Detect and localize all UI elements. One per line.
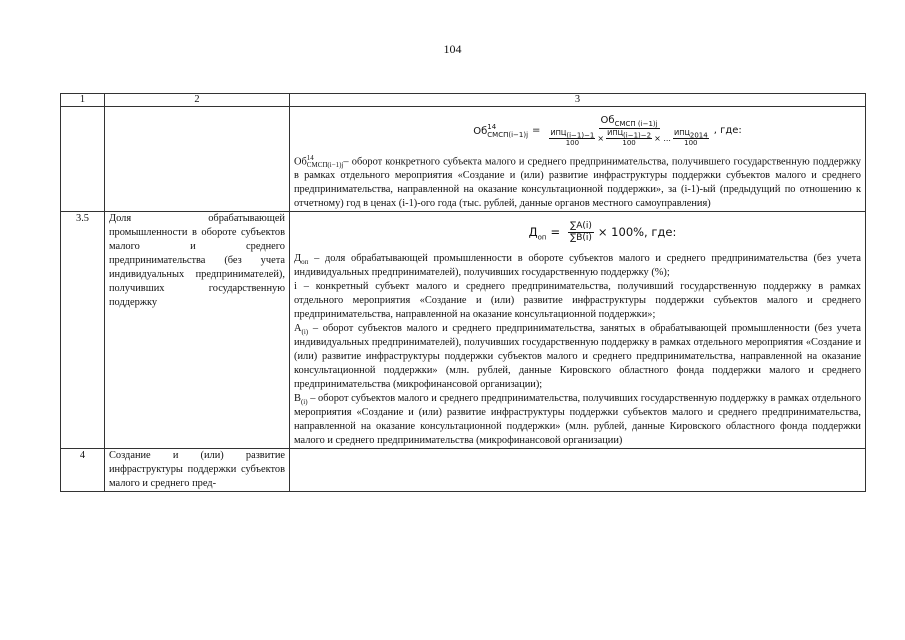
header-cell-3: 3 (290, 94, 866, 107)
row-number: 4 (61, 449, 105, 492)
formula-fraction: $Об_{СМСП (i-1)j}$ $\frac{ИПЦ_{(i-1)-1}}{100}$ × $\frac{ИПЦ_{(i-1)-2}}{100}$ × ... $\frac{ИПЦ_{2014}}{100}$ (550, 115, 708, 147)
table-header-row (61, 94, 866, 107)
turnover-formula (294, 107, 861, 155)
definition-a: $A_{(i)}$ – оборот субъектов малого и среднего предпринимательства, занятых в обрабатывающей промышленности (без учета индивидуальных предпринимателей), получивших государственную поддержку в рамках отдельного мероприятия «Создание и (или) развитие инфраструктуры поддержки субъектов малого и среднего предпринимательства, направленной на оказание консультационной поддержки» (млн. рублей, данные Кировского областного фонда поддержки малого и среднего предпринимательства (микрофинансовой организации); (294, 323, 861, 391)
indicator-name: Создание и (или) развитие инфраструктуры поддержки субъектов малого и среднего пред- (105, 449, 290, 492)
table-row-continuation (61, 107, 866, 212)
indicator-table (60, 93, 866, 492)
definition-turnover: Об 14 СМСП(i−1)j – оборот конкретного субъекта малого и среднего предпринимательства, получившего государственную поддержку в рамках отдельного мероприятия «Создание и (или) развитие инфраструктуры поддержки субъектов малого и среднего предпринимательства, направленной на оказание консультационной поддержки», за (i-1)-ый (предыдущий по отношению к отчетному) год в ценах (i-1)-ого года (тыс. рублей, данные органов местного самоуправления) (294, 154, 861, 210)
method-cell (290, 212, 866, 449)
page-number: 104 (443, 42, 462, 56)
header-cell-1: 1 (61, 94, 105, 107)
header-cell-2: 2 (105, 94, 290, 107)
row-number-cell (61, 107, 105, 212)
definition-b: $B_{(i)}$ – оборот субъектов малого и среднего предпринимательства, получивших государственную поддержку в рамках отдельного мероприятия «Создание и (или) развитие инфраструктуры поддержки субъектов малого и среднего предпринимательства, направленной на оказание консультационной поддержки» (млн. рублей, данные Кировского областного фонда поддержки малого и среднего предпринимательства (микрофинансовой организации) (294, 393, 861, 447)
equals-sign: = (532, 125, 541, 136)
table-row-4 (61, 449, 866, 492)
formula-lhs: Об 14 СМСП(i−1)j (473, 123, 529, 139)
definition-share: $Д_{оп}$ – доля обрабатывающей промышленности в обороте субъектов малого и среднего предпринимательства (без учета индивидуальных предпринимателей), получивших государственную поддержку (%); (294, 253, 861, 279)
share-formula: $Д_{оп}$ = $\frac{\sum A(i)}{\sum B(i)}$ × 100%, где: (528, 220, 677, 243)
indicator-name: Доля обрабатывающей промышленности в обороте субъектов малого и среднего предпринимательства (без учета индивидуальных предпринимателей), получивших государственную поддержку (105, 212, 290, 449)
indicator-cell (105, 107, 290, 212)
formula-tail: , где: (713, 125, 742, 136)
row-number: 3.5 (61, 212, 105, 449)
method-cell (290, 449, 866, 492)
table-row-3-5 (61, 212, 866, 449)
definition-i: i – конкретный субъект малого и среднего предпринимательства, получивший государственную поддержку в рамках отдельного мероприятия «Создание и (или) развитие инфраструктуры поддержки субъектов малого и среднего предпринимательства, направленной на оказание консультационной поддержки»; (294, 281, 861, 321)
method-cell (290, 107, 866, 212)
